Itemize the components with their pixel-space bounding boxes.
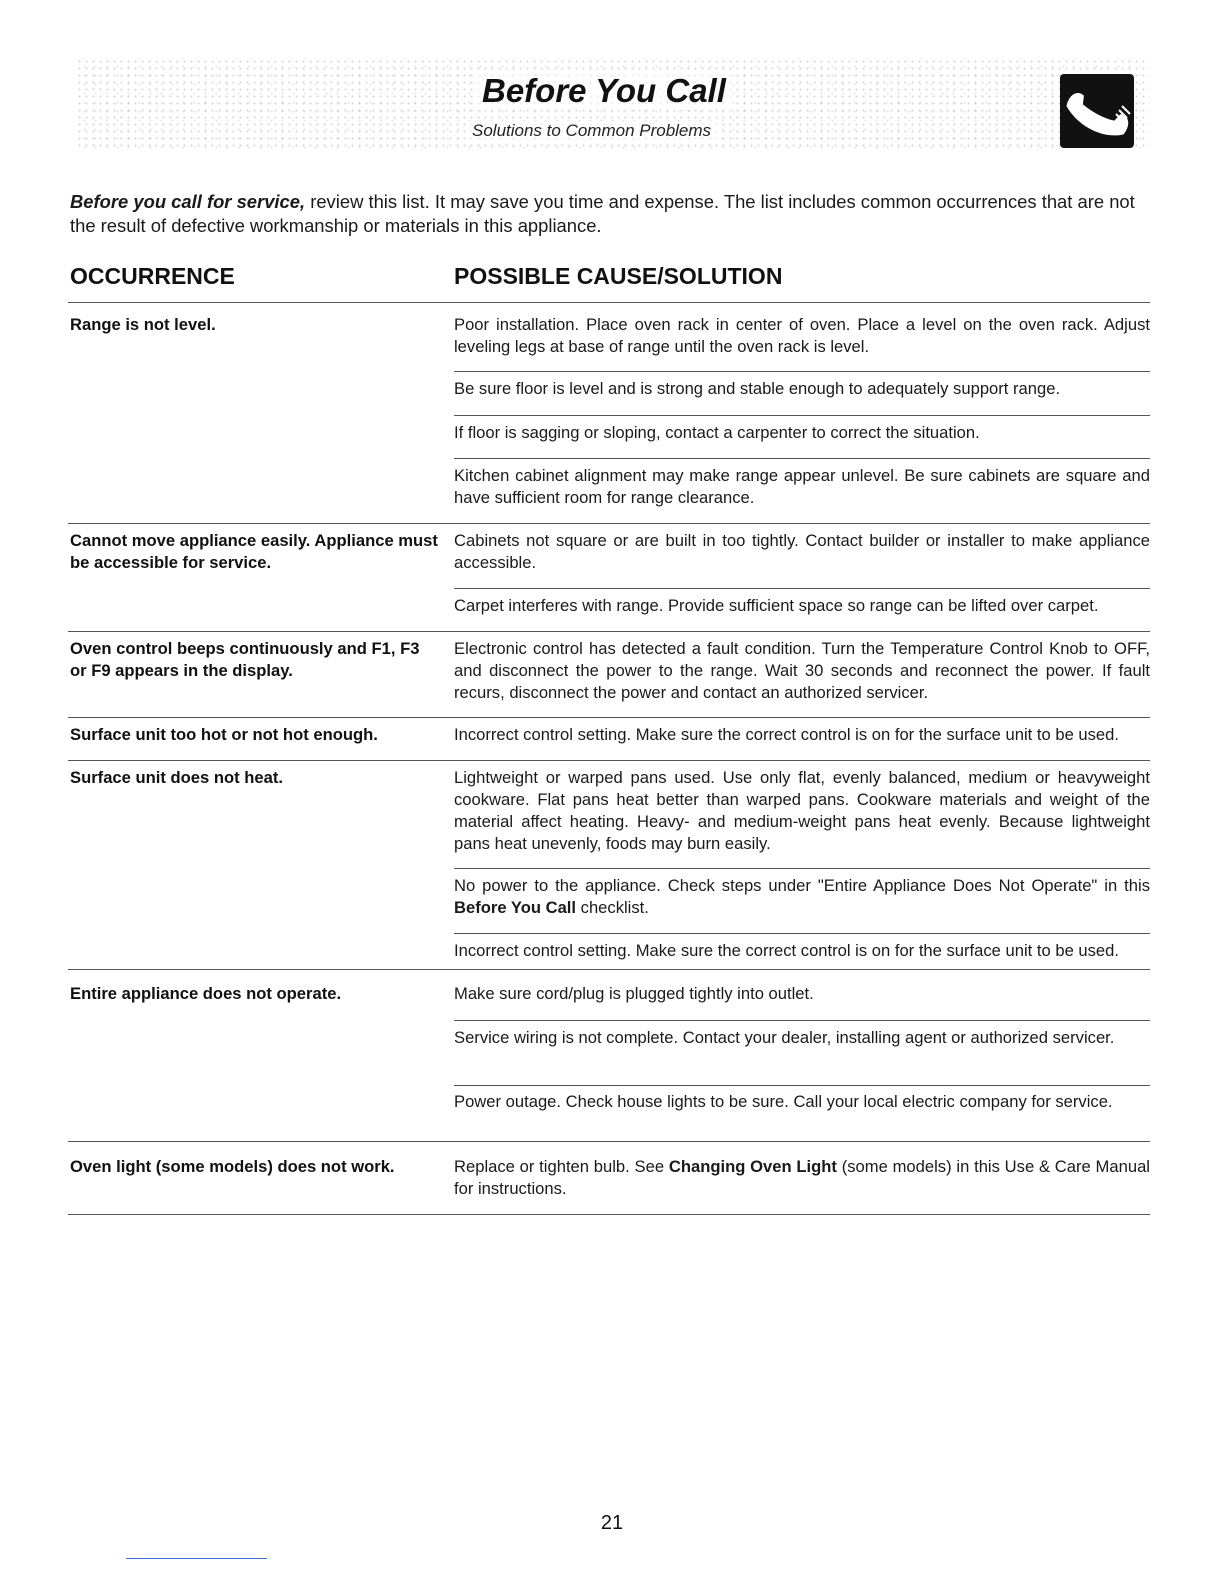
occurrence-surface-unit-no-heat: Surface unit does not heat. xyxy=(70,768,283,787)
intro-text: review this list. It may save you time and expense. The list includes common occurrences that are not the result of defective workmanship or materials in this appliance. xyxy=(70,191,1135,236)
solution-divider xyxy=(454,868,1150,869)
occurrence-range-not-level: Range is not level. xyxy=(70,315,216,334)
solution-item: Make sure cord/plug is plugged tightly into outlet. xyxy=(454,984,814,1003)
solution-text: Replace or tighten bulb. See xyxy=(454,1157,669,1176)
footer-rule xyxy=(126,1558,267,1559)
solution-item: Poor installation. Place oven rack in center of oven. Place a level on the oven rack. Adjust leveling legs at base of range until the oven rack is level. xyxy=(454,315,1150,356)
changing-oven-light-reference: Changing Oven Light xyxy=(668,1157,837,1176)
occurrence-cannot-move-appliance: Cannot move appliance easily. Appliance must be accessible for service. xyxy=(70,531,438,572)
solution-text: checklist. xyxy=(576,898,649,917)
header-banner xyxy=(76,58,1150,150)
solution-divider xyxy=(454,458,1150,459)
solution-text: No power to the appliance. Check steps under "Entire Appliance Does Not Operate" in this xyxy=(454,876,1150,895)
page-subtitle: Solutions to Common Problems xyxy=(466,121,717,141)
solution-item: Carpet interferes with range. Provide sufficient space so range can be lifted over carpet. xyxy=(454,596,1099,615)
solution-text: (some models) in this Use & Care Manual for instructions. xyxy=(454,1157,1150,1198)
solution-divider xyxy=(454,371,1150,372)
table-bottom-rule xyxy=(68,1214,1150,1215)
occurrence-oven-control-beeps: Oven control beeps continuously and F1, F3 or F9 appears in the display. xyxy=(70,639,420,680)
solution-item: Lightweight or warped pans used. Use only flat, evenly balanced, medium or heavyweight cookware. Flat pans heat better than warped pans. Cookware materials and weight of the material affect heating. Heavy- and medium-weight pans heat evenly. Because lightweight pans heat unevenly, foods may burn easily. xyxy=(454,768,1150,853)
page-title: Before You Call xyxy=(476,72,732,110)
solution-item: If floor is sagging or sloping, contact a carpenter to correct the situation. xyxy=(454,423,980,442)
solution-item: Incorrect control setting. Make sure the correct control is on for the surface unit to be used. xyxy=(454,941,1119,960)
solution-item: Cabinets not square or are built in too tightly. Contact builder or installer to make appliance accessible. xyxy=(454,531,1150,572)
occurrence-column-header: OCCURRENCE xyxy=(70,263,235,289)
row-divider xyxy=(68,1141,1150,1142)
solution-item: Service wiring is not complete. Contact your dealer, installing agent or authorized servicer. xyxy=(454,1028,1115,1047)
cause-column-header: POSSIBLE CAUSE/SOLUTION xyxy=(454,263,783,289)
solution-divider xyxy=(454,415,1150,416)
row-divider xyxy=(68,717,1150,718)
before-you-call-reference: Before You Call xyxy=(454,898,577,917)
occurrence-entire-appliance: Entire appliance does not operate. xyxy=(70,984,342,1003)
solution-divider xyxy=(454,1085,1150,1086)
intro-paragraph xyxy=(70,190,1152,238)
header-rule xyxy=(68,302,1150,303)
solution-divider xyxy=(454,933,1150,934)
intro-lead: Before you call for service, xyxy=(70,191,306,212)
solution-item xyxy=(454,1156,1150,1200)
row-divider xyxy=(68,631,1150,632)
row-divider xyxy=(68,760,1150,761)
row-divider xyxy=(68,523,1150,524)
solution-item: Kitchen cabinet alignment may make range appear unlevel. Be sure cabinets are square and have sufficient room for range clearance. xyxy=(454,466,1150,507)
solution-item: Be sure floor is level and is strong and stable enough to adequately support range. xyxy=(454,379,1061,398)
solution-item: Power outage. Check house lights to be sure. Call your local electric company for service. xyxy=(454,1092,1113,1111)
page-number: 21 xyxy=(600,1512,624,1534)
solution-divider xyxy=(454,1020,1150,1021)
solution-item: Electronic control has detected a fault condition. Turn the Temperature Control Knob to OFF, and disconnect the power to the range. Wait 30 seconds and reconnect the power. If fault recurs, disconnect the power and contact an authorized servicer. xyxy=(454,639,1150,702)
solution-divider xyxy=(454,588,1150,589)
row-divider xyxy=(68,969,1150,970)
solution-item xyxy=(454,875,1150,919)
occurrence-oven-light: Oven light (some models) does not work. xyxy=(70,1157,395,1176)
phone-icon xyxy=(1060,74,1134,148)
solution-item: Incorrect control setting. Make sure the correct control is on for the surface unit to be used. xyxy=(454,725,1119,744)
occurrence-surface-unit-too-hot: Surface unit too hot or not hot enough. xyxy=(70,725,378,744)
